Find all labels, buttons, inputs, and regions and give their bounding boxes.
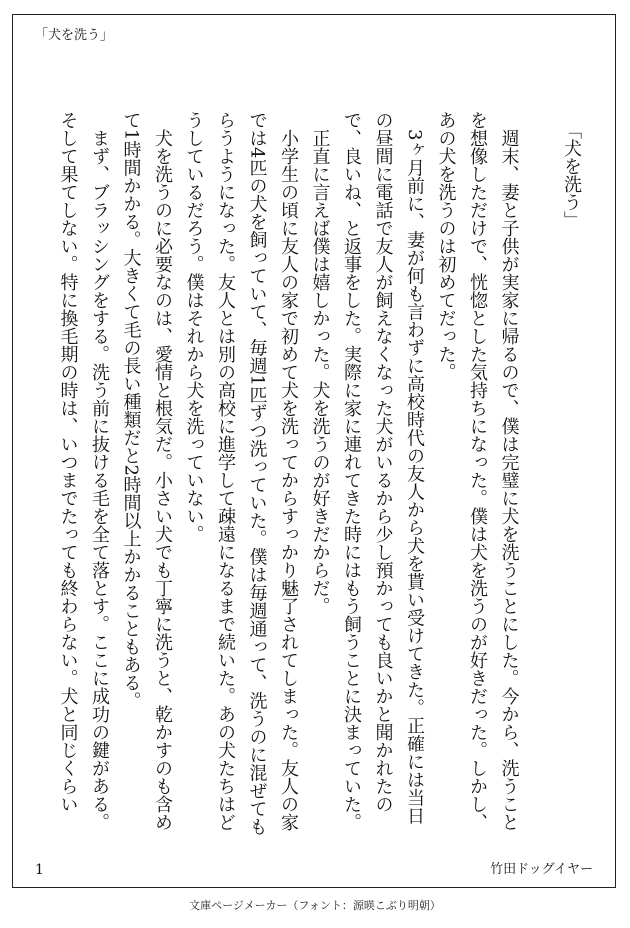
generator-caption: 文庫ページメーカー（フォント：源暎こぶり明朝） bbox=[189, 899, 441, 912]
paragraph-3: 正直に言えば僕は嬉しかった。犬を洗うのが好きだからだ。 bbox=[309, 129, 331, 615]
paragraph-4: 小学生の頃に友人の家で初めて犬を洗ってからすっかり魅了されてしまった。友人の家では4匹の犬を飼っていて、毎週1匹ずつ洗っていた。僕は毎週通って、洗うのに混ぜてもらうようになった。友人とは別の高校に進学して疎遠になるまで続いた。あの犬たちはどうしているだろう。僕はそれから犬を洗っていない。 bbox=[183, 111, 299, 836]
book-page bbox=[12, 14, 616, 888]
paragraph-6: まず、ブラッシングをする。洗う前に抜ける毛を全て落とす。ここに成功の鍵がある。そして果てしない。特に換毛期の時は、いつまでたっても終わらない。犬と同じくらい bbox=[57, 111, 110, 831]
story-title: 「犬を洗う」 bbox=[561, 121, 582, 229]
page-number: 1 bbox=[35, 862, 44, 878]
paragraph-2: 3ヶ月前に、妻が何も言わずに高校時代の友人から犬を貰い受けてきた。正確には当日の昼間に電話で友人が飼えなくなった犬がいるから少し預かっても良いかと聞かれたので、良いね、と返事をした。実際に家に連れてきた時にはもう飼うことに決まっていた。 bbox=[341, 111, 425, 831]
vertical-text-body bbox=[27, 111, 587, 841]
running-title: 「犬を洗う」 bbox=[35, 28, 114, 43]
author-name: 竹田ドッグイヤー bbox=[490, 862, 593, 877]
paragraph-1: 週末、妻と子供が実家に帰るので、僕は完璧に犬を洗うことにした。今から、洗うことを想像しただけで、恍惚とした気持ちになった。僕は犬を洗うのが好きだった。しかし、あの犬を洗うのは初めてだった。 bbox=[435, 111, 520, 831]
paragraph-5: 犬を洗うのに必要なのは、愛情と根気だ。小さい犬でも丁寧に洗うと、乾かすのも含めて1時間かかる。大きくて毛の長い種類だと2時間以上かかることもある。 bbox=[120, 111, 173, 831]
